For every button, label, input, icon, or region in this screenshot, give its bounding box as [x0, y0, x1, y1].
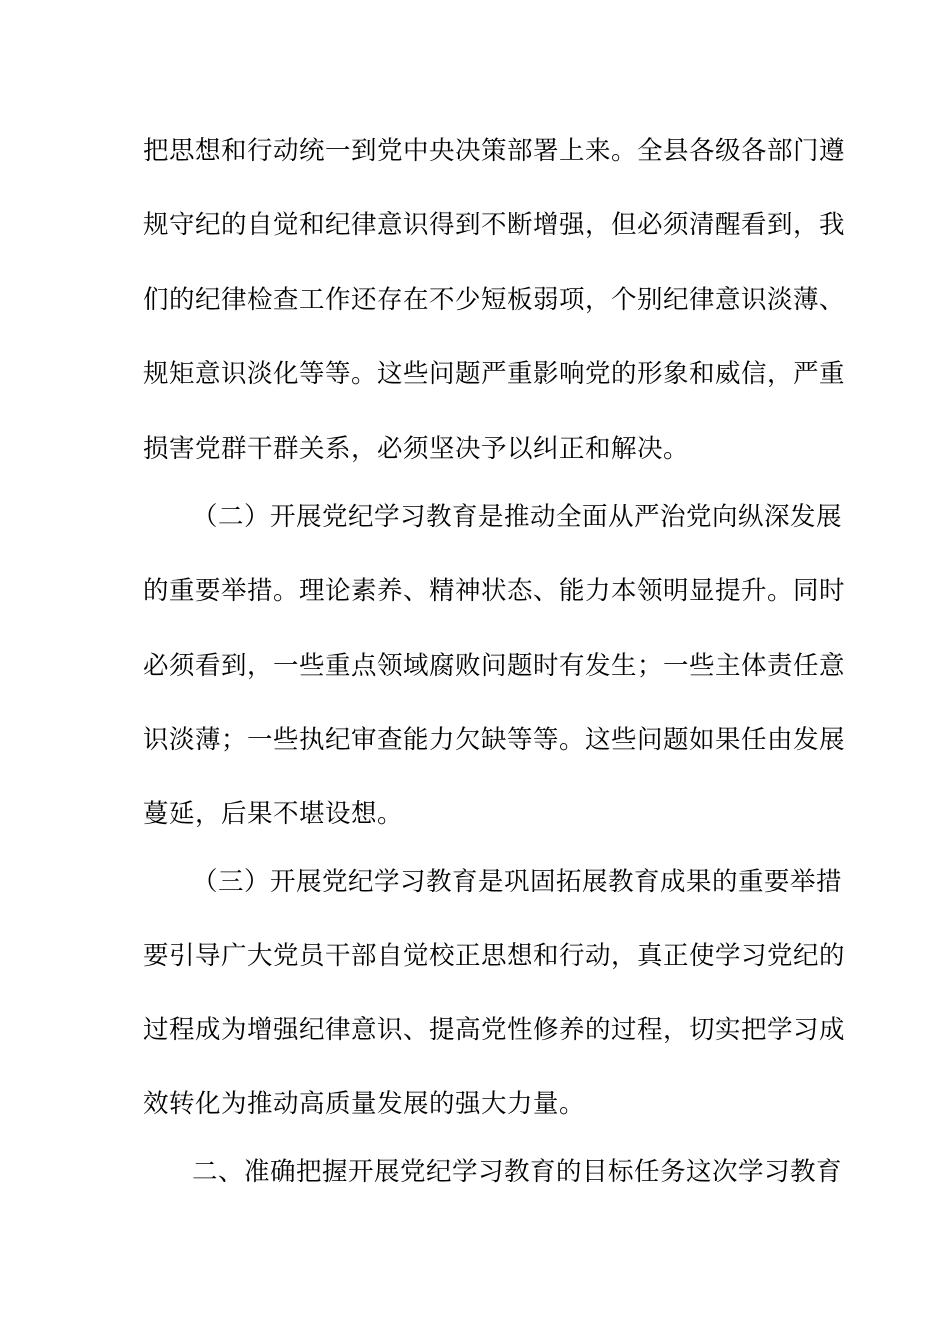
- text-line: 要引导广大党员干部自觉校正思想和行动，真正使学习党纪的: [143, 941, 846, 971]
- text-line: 识淡薄；一些执纪审查能力欠缺等等。这些问题如果任由发展: [143, 725, 846, 755]
- text-line: 效转化为推动高质量发展的强大力量。: [143, 1089, 586, 1119]
- text-line: 过程成为增强纪律意识、提高党性修养的过程，切实把学习成: [143, 1015, 846, 1045]
- text-line: （二）开展党纪学习教育是推动全面从严治党向纵深发展: [192, 502, 843, 532]
- text-line: 规守纪的自觉和纪律意识得到不断增强，但必须清醒看到，我: [143, 210, 846, 240]
- text-line: 们的纪律检查工作还存在不少短板弱项，个别纪律意识淡薄、: [143, 285, 846, 315]
- text-line: 规矩意识淡化等等。这些问题严重影响党的形象和威信，严重: [143, 359, 846, 389]
- text-line: 损害党群干群关系，必须坚决予以纠正和解决。: [143, 434, 690, 464]
- text-line: 把思想和行动统一到党中央决策部署上来。全县各级各部门遵: [143, 136, 846, 166]
- text-line: （三）开展党纪学习教育是巩固拓展教育成果的重要举措: [192, 867, 843, 897]
- text-line: 的重要举措。理论素养、精神状态、能力本领明显提升。同时: [143, 576, 846, 606]
- text-line: 蔓延，后果不堪设想。: [143, 799, 404, 829]
- text-line: 二、准确把握开展党纪学习教育的目标任务这次学习教育: [192, 1157, 843, 1187]
- text-line: 必须看到，一些重点领域腐败问题时有发生；一些主体责任意: [143, 651, 846, 681]
